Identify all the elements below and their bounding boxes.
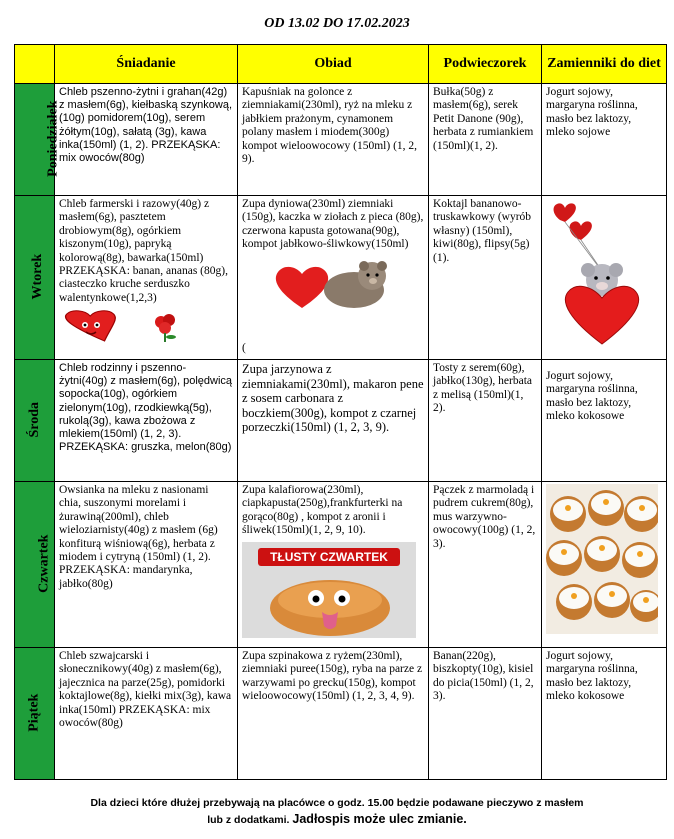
day-label: Poniedziałek <box>45 100 61 178</box>
row-monday <box>15 84 667 196</box>
day-cell <box>15 84 61 196</box>
day-label: Czwartek <box>36 534 52 594</box>
snack-cell: Banan(220g), biszkopty(10g), kisiel do picia(150ml) (1, 2, 3). <box>429 648 542 780</box>
fat-thursday-banner: TŁUSTY CZWARTEK <box>258 548 400 566</box>
diet-cell: Jogurt sojowy, margaryna roślinna, masło bez laktozy, mleko sojowe <box>542 84 667 196</box>
snack-cell: Tosty z serem(60g), jabłko(130g), herbata z melisą (150ml)(1, 2). <box>429 360 542 482</box>
snack-cell: Koktajl bananowo-truskawkowy (wyrób własny) (150ml), kiwi(80g), flipsy(5g) (1). <box>429 196 542 360</box>
footer-line-2 <box>0 811 674 828</box>
header-breakfast: Śniadanie <box>55 45 238 84</box>
snack-cell: Pączek z marmoladą i pudrem cukrem(80g), mus warzywno-owocowy(100g) (1, 2, 3). <box>429 482 542 648</box>
menu-title: OD 13.02 DO 17.02.2023 <box>264 16 410 31</box>
diet-cell <box>542 482 667 648</box>
breakfast-cell: Chleb szwajcarski i słonecznikowy(40g) z masłem(6g), jajecznica na parze(25g), pomidorki koktajlowe(8g), kiełki mix(3g), kawa inka(150ml) PRZEKĄSKA: mix owoców(80g) <box>55 648 238 780</box>
diet-cell <box>542 196 667 360</box>
lunch-text: Zupa kalafiorowa(230ml), ciapkapusta(250g),frankfurterki na gorąco(80g) , kompot z aronii i śliwek(150ml)(1, 2, 9, 10). <box>242 484 403 537</box>
breakfast-cell: Owsianka na mleku z nasionami chia, suszonymi morelami i żurawiną(200ml), chleb wieloziarnisty(40g) z masłem (6g) konfiturą wiśniową(6g), herbata z miodem i cytryną (150ml) (1, 2). PRZEKĄSKA: mandarynka, jabłko(80g) <box>55 482 238 648</box>
donuts-photo <box>546 484 658 634</box>
lunch-cell: Zupa szpinakowa z ryżem(230ml), ziemniaki puree(150g), ryba na parze z warzywami po grecku(150g), kompot wieloowocowy(150ml) (1, 2, 3, 4, 9). <box>238 648 429 780</box>
day-label: Środa <box>26 402 42 438</box>
day-label: Piątek <box>26 693 42 733</box>
day-cell <box>15 482 55 648</box>
footer-line-1: Dla dzieci które dłużej przebywają na placówce o godz. 15.00 będzie podawane pieczywo z masłem <box>90 797 584 809</box>
lunch-cell <box>238 482 429 648</box>
row-friday <box>15 648 667 780</box>
breakfast-cell: Chleb pszenno-żytni i grahan(42g) z masłem(6g), kiełbaską szynkową, (10g) pomidorem(10g), serem żółtym(10g), sałatą (3g), kawa inka(150ml) (1, 2). PRZEKĄSKA: mix owoców(80g) <box>55 84 238 196</box>
row-thursday <box>15 482 667 648</box>
lunch-text: Zupa dyniowa(230ml) ziemniaki (150g), kaczka w ziołach z pieca (80g), czerwona kapusta gotowana(90g), kompot jabłkowo-śliwkowy(150ml) <box>242 198 424 251</box>
lunch-cell <box>238 196 429 360</box>
menu-table <box>14 44 667 780</box>
diet-cell: Jogurt sojowy, margaryna roślinna, masło bez laktozy, mleko kokosowe <box>542 360 667 482</box>
hearts-image <box>59 309 189 343</box>
header-lunch: Obiad <box>238 45 429 84</box>
breakfast-text: Chleb farmerski i razowy(40g) z masłem(6g), pasztetem drobiowym(8g), ogórkiem kiszonym(10g), papryką kolorową(8g), bawarka(150ml) PRZEKĄSKA: banan, ananas (80g), ciasteczko kruche serduszko walentynkowe(1,2,3) <box>59 198 228 304</box>
day-label: Wtorek <box>30 254 46 300</box>
header-snack: Podwieczorek <box>429 45 542 84</box>
lunch-cell: Kapuśniak na golonce z ziemniakami(230ml), ryż na mleku z jabłkiem prażonym, cynamonem polany masłem i miodem(300g) kompot wieloowocowy (150ml) (1, 2, 9). <box>238 84 429 196</box>
fat-thursday-image <box>242 542 416 638</box>
lunch-cell: Zupa jarzynowa z ziemniakami(230ml), makaron pene z sosem carbonara z boczkiem(300g), kompot z czarnej porzeczki(150ml) (1, 2, 3, 9). <box>238 360 429 482</box>
diet-cell: Jogurt sojowy, margaryna roślinna, masło bez laktozy, mleko kokosowe <box>542 648 667 780</box>
row-tuesday <box>15 196 667 360</box>
bear-balloons-image <box>546 198 658 348</box>
footer-line-2a: lub z dodatkami. <box>207 814 290 826</box>
row-wednesday <box>15 360 667 482</box>
day-cell <box>15 648 55 780</box>
header-row <box>15 45 667 84</box>
teddy-bear-heart-image <box>272 260 402 312</box>
day-cell <box>15 196 55 360</box>
day-cell <box>15 360 55 482</box>
donut-icon <box>242 542 416 638</box>
breakfast-cell: Chleb rodzinny i pszenno-żytni(40g) z masłem(6g), polędwicą sopocka(10g), ogórkiem zielonym(10g), rzodkiewką(5g), rukolą(3g), kawa zbożowa z mlekiem(150ml) (1, 2, 3). PRZEKĄSKA: gruszka, melon(80g) <box>55 360 238 482</box>
footer-line-2b: Jadłospis może ulec zmianie. <box>292 812 467 826</box>
header-diet: Zamienniki do diet <box>542 45 667 84</box>
snack-cell: Bułka(50g) z masłem(6g), serek Petit Danone (90g), herbata z rumiankiem (150ml)(1, 2). <box>429 84 542 196</box>
breakfast-cell <box>55 196 238 360</box>
lunch-extra: ( <box>242 341 246 354</box>
header-corner <box>15 45 55 84</box>
footer-note <box>0 795 674 828</box>
